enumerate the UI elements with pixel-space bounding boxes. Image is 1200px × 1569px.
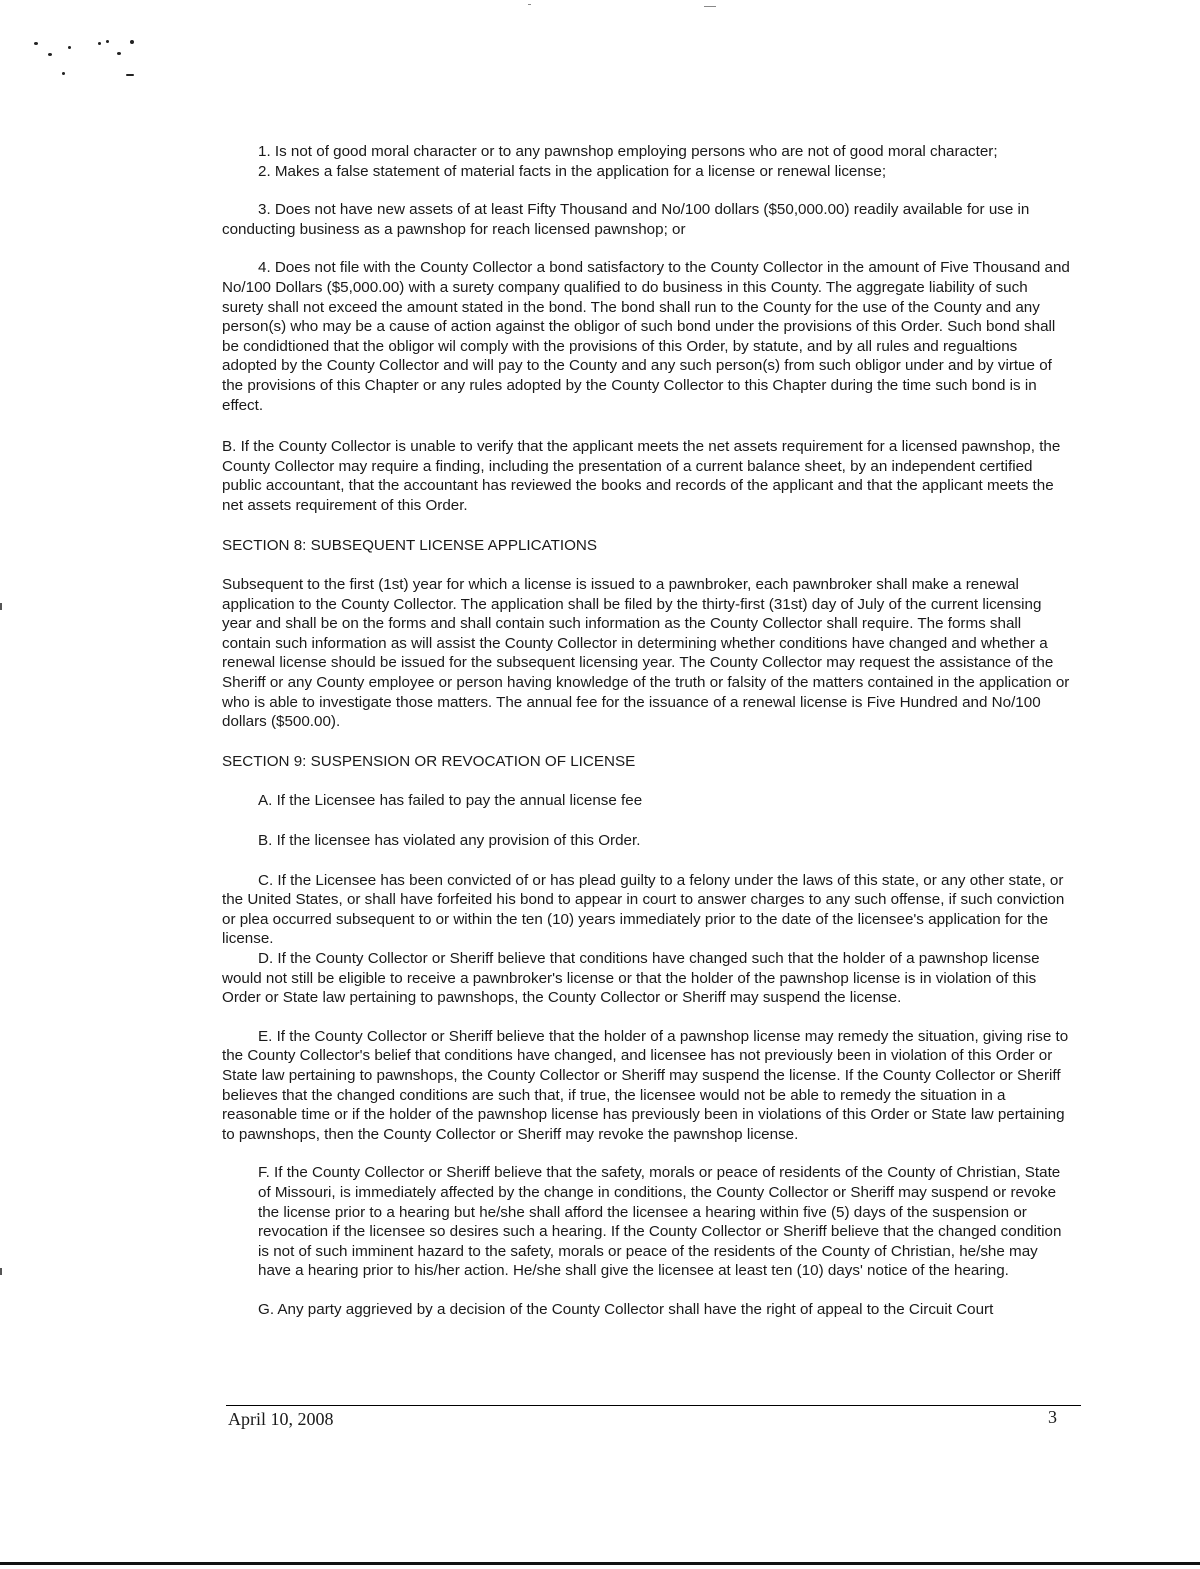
footer-rule [226, 1405, 1081, 1406]
item-g: G. Any party aggrieved by a decision of the County Collector shall have the right of appeal to the Circuit Court [258, 1300, 994, 1318]
scan-speck [48, 53, 52, 56]
scan-speck [98, 42, 101, 45]
paragraph-b-net-assets: B. If the County Collector is unable to verify that the applicant meets the net assets requirement for a licensed pawnshop, the County Collector may require a finding, including the presentation of a current balance sheet, by an independent certified public accountant, that the accountant has reviewed the books and records of the applicant and that the applicant meets the net assets requirement of this Order. [222, 438, 1061, 514]
scan-mark [0, 603, 2, 610]
section-8-heading: SECTION 8: SUBSEQUENT LICENSE APPLICATIONS [222, 536, 598, 554]
item-c: C. If the Licensee has been convicted of or has plead guilty to a felony under the laws of this state, or any other state, or the United States, or shall have forfeited his bond to appear in court to answer charges to any such offense, if such conviction or plea occurred subsequent to or within the ten (10) years immediately prior to the date of the licensee's application for the license. [222, 871, 1065, 948]
item-3: 3. Does not have new assets of at least Fifty Thousand and No/100 dollars ($50,000.00) readily available for use in conducting business as a pawnshop for reach licensed pawnshop; or [222, 201, 1030, 238]
document-body [222, 142, 1072, 1320]
item-2: 2. Makes a false statement of material facts in the application for a license or renewal license; [258, 162, 887, 180]
scan-speck [126, 74, 134, 76]
item-e: E. If the County Collector or Sheriff believe that the holder of a pawnshop license may remedy the situation, giving rise to the County Collector's belief that conditions have changed, and licensee has not previously been in violation of this Order or State law pertaining to pawnshops, the County Collector or Sheriff may suspend the license. If the County Collector or Sheriff believes that the changed conditions are such that, if true, the licensee would not be able to remedy the situation in a reasonable time or if the holder of the pawnshop license has previously been in violations of this Order or State law pertaining to pawnshops, then the County Collector or Sheriff may revoke the pawnshop license. [222, 1027, 1069, 1143]
footer-date: April 10, 2008 [228, 1409, 334, 1429]
item-a: A. If the Licensee has failed to pay the annual license fee [258, 792, 643, 810]
scan-mark [528, 4, 531, 5]
scan-edge [0, 1562, 1200, 1565]
page-number: 3 [1048, 1407, 1057, 1427]
section-8-body: Subsequent to the first (1st) year for which a license is issued to a pawnbroker, each pawnbroker shall make a renewal application to the County Collector. The application shall be filed by the thirty-first (31st) day of July of the current licensing year and shall be on the forms and shall contain such information as the County Collector shall require. The forms shall contain such information as will assist the County Collector in determining whether conditions have changed and whether a renewal license should be issued for the subsequent licensing year. The County Collector may request the assistance of the Sheriff or any County employee or person having knowledge of the truth or falsity of the matters contained in the application or who is able to investigate those matters. The annual fee for the issuance of a renewal license is Five Hundred and No/100 dollars ($500.00). [222, 576, 1070, 731]
scan-speck [62, 72, 65, 75]
item-d: D. If the County Collector or Sheriff believe that conditions have changed such that the holder of a pawnshop license would not still be eligible to receive a pawnbroker's license or that the holder of the pawnshop license is in violation of this Order or State law pertaining to pawnshops, the County Collector or Sheriff may suspend the license. [222, 950, 1040, 1007]
scan-speck [117, 52, 121, 55]
scan-mark [704, 6, 716, 7]
item-1: 1. Is not of good moral character or to any pawnshop employing persons who are not of good moral character; [258, 143, 998, 160]
item-f: F. If the County Collector or Sheriff believe that the safety, morals or peace of residents of the County of Christian, State of Missouri, is immediately affected by the change in conditions, the County Collector or Sheriff may suspend or revoke the license prior to a hearing but he/she shall afford the licensee a hearing within five (5) days of the suspension or revocation if the licensee so desires such a hearing. If the County Collector or Sheriff believe that the changed condition is not of such imminent hazard to the safety, morals or peace of the residents of the County of Christian, he/she may have a hearing prior to his/her action. He/she shall give the licensee at least ten (10) days' notice of the hearing. [258, 1164, 1062, 1280]
scan-speck [34, 42, 38, 45]
scan-speck [68, 46, 71, 49]
scan-speck [130, 40, 134, 44]
section-9-heading: SECTION 9: SUSPENSION OR REVOCATION OF LICENSE [222, 752, 636, 770]
scan-speck [106, 40, 109, 43]
item-4: 4. Does not file with the County Collector a bond satisfactory to the County Collector in the amount of Five Thousand and No/100 Dollars ($5,000.00) with a surety company qualified to do business in this County. The aggregate liability of such surety shall not exceed the amount stated in the bond. The bond shall run to the County for the use of the County and any person(s) who may be a cause of action against the obligor of such bond under the provisions of this Order. Such bond shall be condidtioned that the obligor wil comply with the provisions of this Order, by statute, and by all rules and regualtions adopted by the County Collector and will pay to the County and any such person(s) from such obligor under and by virtue of the provisions of this Chapter or any rules adopted by the County Collector to this Chapter during the time such bond is in effect. [222, 259, 1070, 414]
item-b: B. If the licensee has violated any provision of this Order. [258, 832, 641, 850]
scan-mark [0, 1268, 2, 1275]
